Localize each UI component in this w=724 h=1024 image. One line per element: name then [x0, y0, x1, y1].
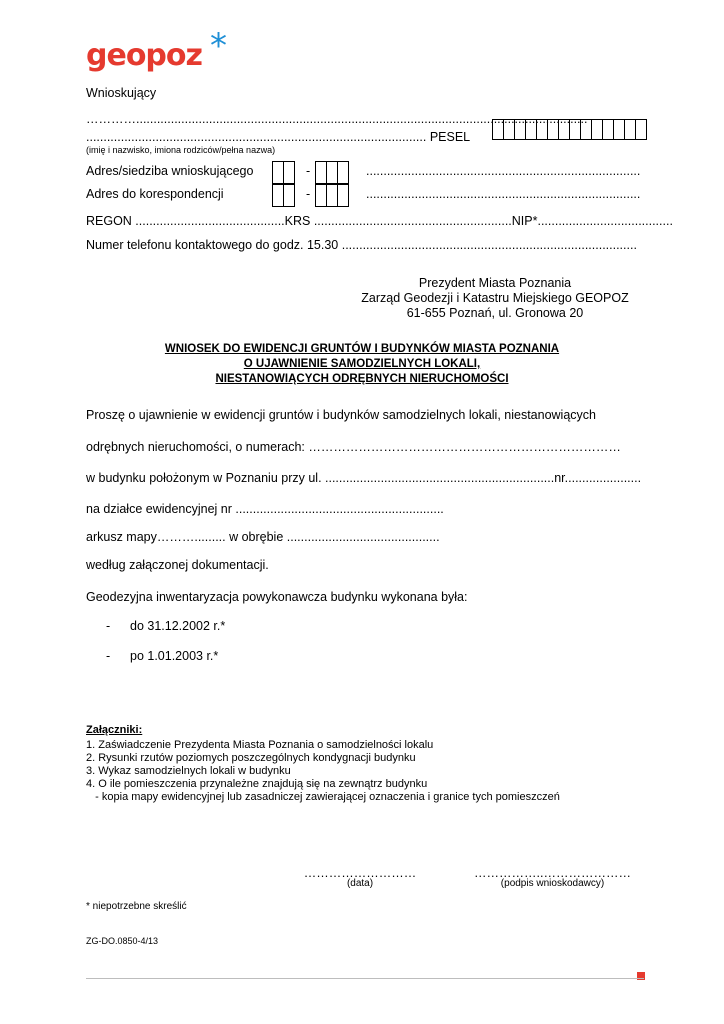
postal-digit-box[interactable]	[337, 161, 349, 184]
attachment-item: - kopia mapy ewidencyjnej lub zasadniczej zawierającej oznaczenia i granice tych pomieszczeń	[86, 791, 560, 803]
form-title-line-3: NIESTANOWIĄCYCH ODRĘBNYCH NIERUCHOMOŚCI	[215, 373, 509, 385]
body-paragraph-3: w budynku położonym w Poznaniu przy ul. ..................................................................nr......................	[86, 471, 642, 485]
option-1-dash: -	[106, 619, 111, 633]
body-paragraph-6: według załączonej dokumentacji.	[86, 558, 269, 572]
footer-divider	[86, 978, 644, 979]
pesel-boxes[interactable]	[492, 119, 646, 140]
body-paragraph-7: Geodezyjna inwentaryzacja powykonawcza budynku wykonana była:	[86, 590, 468, 604]
postal-digit-box[interactable]	[283, 184, 295, 207]
address-label: Adres/siedziba wnioskującego	[86, 164, 254, 178]
correspondence-dash: -	[306, 187, 311, 201]
corr-postal-suffix-boxes[interactable]	[315, 184, 348, 207]
logo-star-icon: *	[210, 26, 227, 66]
option-2-dash: -	[106, 649, 111, 663]
option-1[interactable]: do 31.12.2002 r.*	[130, 619, 226, 633]
logo-text: geopoz	[86, 38, 202, 73]
recipient-line-1: Prezydent Miasta Poznania	[418, 276, 572, 290]
form-code: ZG-DO.0850-4/13	[86, 936, 159, 946]
pesel-digit-box[interactable]	[635, 119, 647, 140]
attachment-item: 3. Wykaz samodzielnych lokali w budynku	[86, 765, 291, 777]
applicant-line-2: .................................................................................................. PESEL	[86, 130, 471, 144]
address-dots: ...............................................................................	[366, 164, 641, 178]
applicant-label: Wnioskujący	[86, 86, 157, 100]
recipient-line-3: 61-655 Poznań, ul. Gronowa 20	[406, 306, 584, 320]
option-2[interactable]: po 1.01.2003 r.*	[130, 649, 219, 663]
applicant-line-1: …………..................................................................................................................................	[86, 112, 588, 126]
recipient-line-2: Zarząd Geodezji i Katastru Miejskiego GEOPOZ	[361, 291, 629, 305]
attachment-item: 4. O ile pomieszczenia przynależne znajdują się na zewnątrz budynku	[86, 778, 428, 790]
date-dots: ………………………	[303, 866, 417, 880]
regon-krs-nip-line: REGON ...........................................KRS .........................................................NIP*.......................................	[86, 214, 673, 228]
signature-dots: ……………..…………………	[474, 866, 631, 880]
postal-digit-box[interactable]	[283, 161, 295, 184]
attachment-item: 1. Zaświadczenie Prezydenta Miasta Poznania o samodzielności lokalu	[86, 739, 434, 751]
form-title-line-2: O UJAWNIENIE SAMODZIELNYCH LOKALI,	[243, 358, 481, 370]
postal-code-prefix-boxes[interactable]	[272, 161, 294, 184]
body-paragraph-1: Proszę o ujawnienie w ewidencji gruntów i budynków samodzielnych lokali, niestanowiących	[86, 408, 596, 422]
attachment-item: 2. Rysunki rzutów poziomych poszczególnych kondygnacji budynku	[86, 752, 416, 764]
body-paragraph-4: na działce ewidencyjnej nr ............................................................	[86, 502, 444, 516]
postal-code-suffix-boxes[interactable]	[315, 161, 348, 184]
body-paragraph-5: arkusz mapy………......... w obrębie ............................................	[86, 530, 440, 544]
correspondence-label: Adres do korespondencji	[86, 187, 224, 201]
attachments-heading: Załączniki:	[86, 724, 143, 736]
postal-digit-box[interactable]	[337, 184, 349, 207]
correspondence-dots: ...............................................................................	[366, 187, 641, 201]
corr-postal-prefix-boxes[interactable]	[272, 184, 294, 207]
signature-label: (podpis wnioskodawcy)	[500, 878, 605, 889]
date-label: (data)	[346, 878, 374, 889]
form-title-line-1: WNIOSEK DO EWIDENCJI GRUNTÓW I BUDYNKÓW MIASTA POZNANIA	[164, 343, 560, 355]
name-note: (imię i nazwisko, imiona rodziców/pełna nazwa)	[86, 145, 276, 155]
address-dash: -	[306, 164, 311, 178]
footnote: * niepotrzebne skreślić	[86, 901, 187, 912]
phone-line: Numer telefonu kontaktowego do godz. 15.30 .....................................................................................	[86, 238, 637, 252]
body-paragraph-2: odrębnych nieruchomości, o numerach: …………………………………………………………………	[86, 440, 621, 454]
